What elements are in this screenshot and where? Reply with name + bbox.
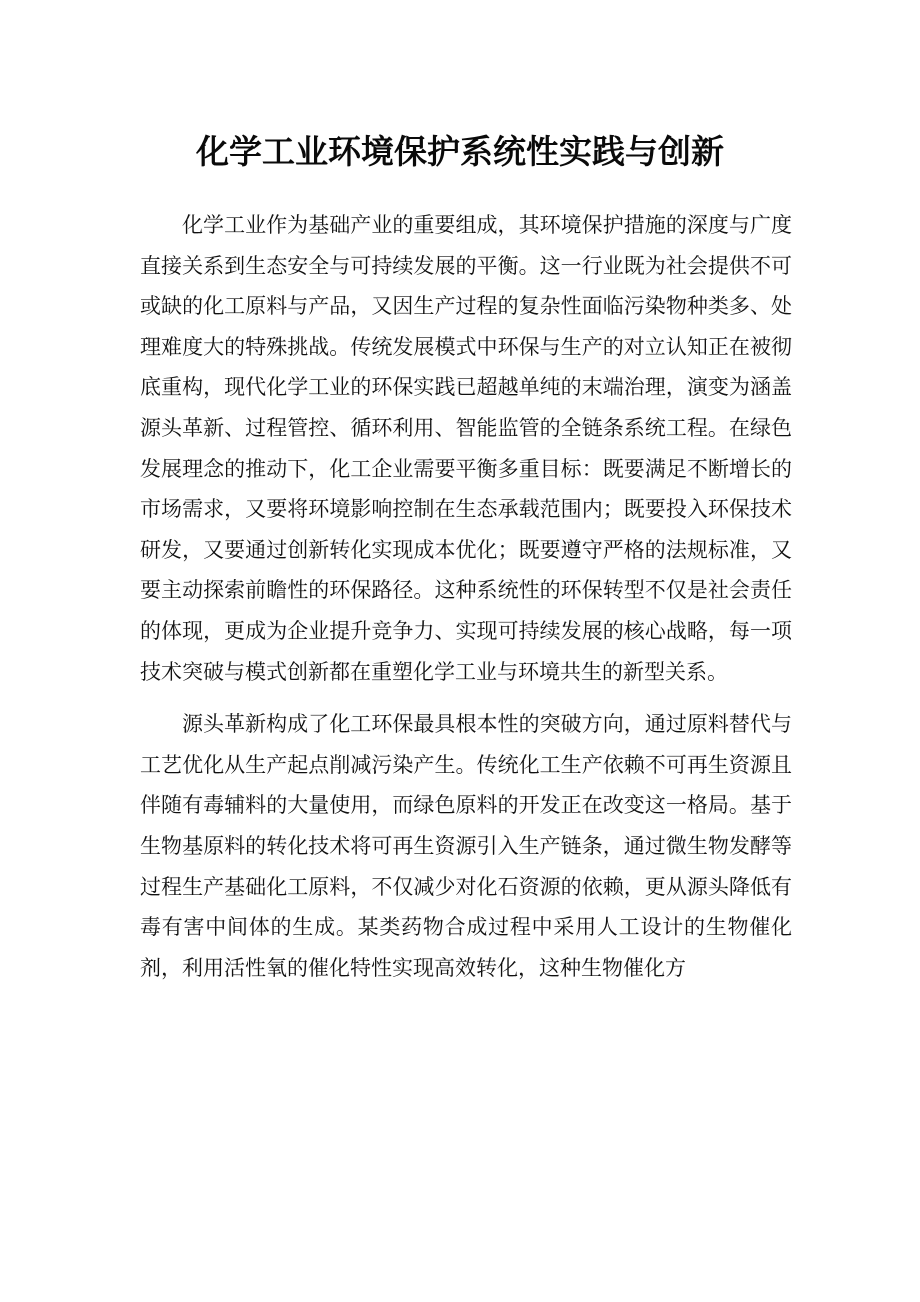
document-title: 化学工业环境保护系统性实践与创新	[196, 132, 724, 171]
paragraph-source-innovation: 源头革新构成了化工环保最具根本性的突破方向，通过原料替代与工艺优化从生产起点削减污染产生。传统化工生产依赖不可再生资源且伴随有毒辅料的大量使用，而绿色原料的开发正在改变这一格局。基于生物基原料的转化技术将可再生资源引入生产链条，通过微生物发酵等过程生产基础化工原料，不仅减少对化石资源的依赖，更从源头降低有毒有害中间体的生成。某类药物合成过程中采用人工设计的生物催化剂，利用活性氧的催化特性实现高效转化，这种生物催化方	[140, 712, 792, 980]
document-body	[140, 205, 792, 988]
paragraph-intro: 化学工业作为基础产业的重要组成，其环境保护措施的深度与广度直接关系到生态安全与可持续发展的平衡。这一行业既为社会提供不可或缺的化工原料与产品，又因生产过程的复杂性面临污染物种类多、处理难度大的特殊挑战。传统发展模式中环保与生产的对立认知正在被彻底重构，现代化学工业的环保实践已超越单纯的末端治理，演变为涵盖源头革新、过程管控、循环利用、智能监管的全链条系统工程。在绿色发展理念的推动下，化工企业需要平衡多重目标：既要满足不断增长的市场需求，又要将环境影响控制在生态承载范围内；既要投入环保技术研发，又要通过创新转化实现成本优化；既要遵守严格的法规标准，又要主动探索前瞻性的环保路径。这种系统性的环保转型不仅是社会责任的体现，更成为企业提升竞争力、实现可持续发展的核心战略，每一项技术突破与模式创新都在重塑化学工业与环境共生的新型关系。	[140, 213, 792, 684]
